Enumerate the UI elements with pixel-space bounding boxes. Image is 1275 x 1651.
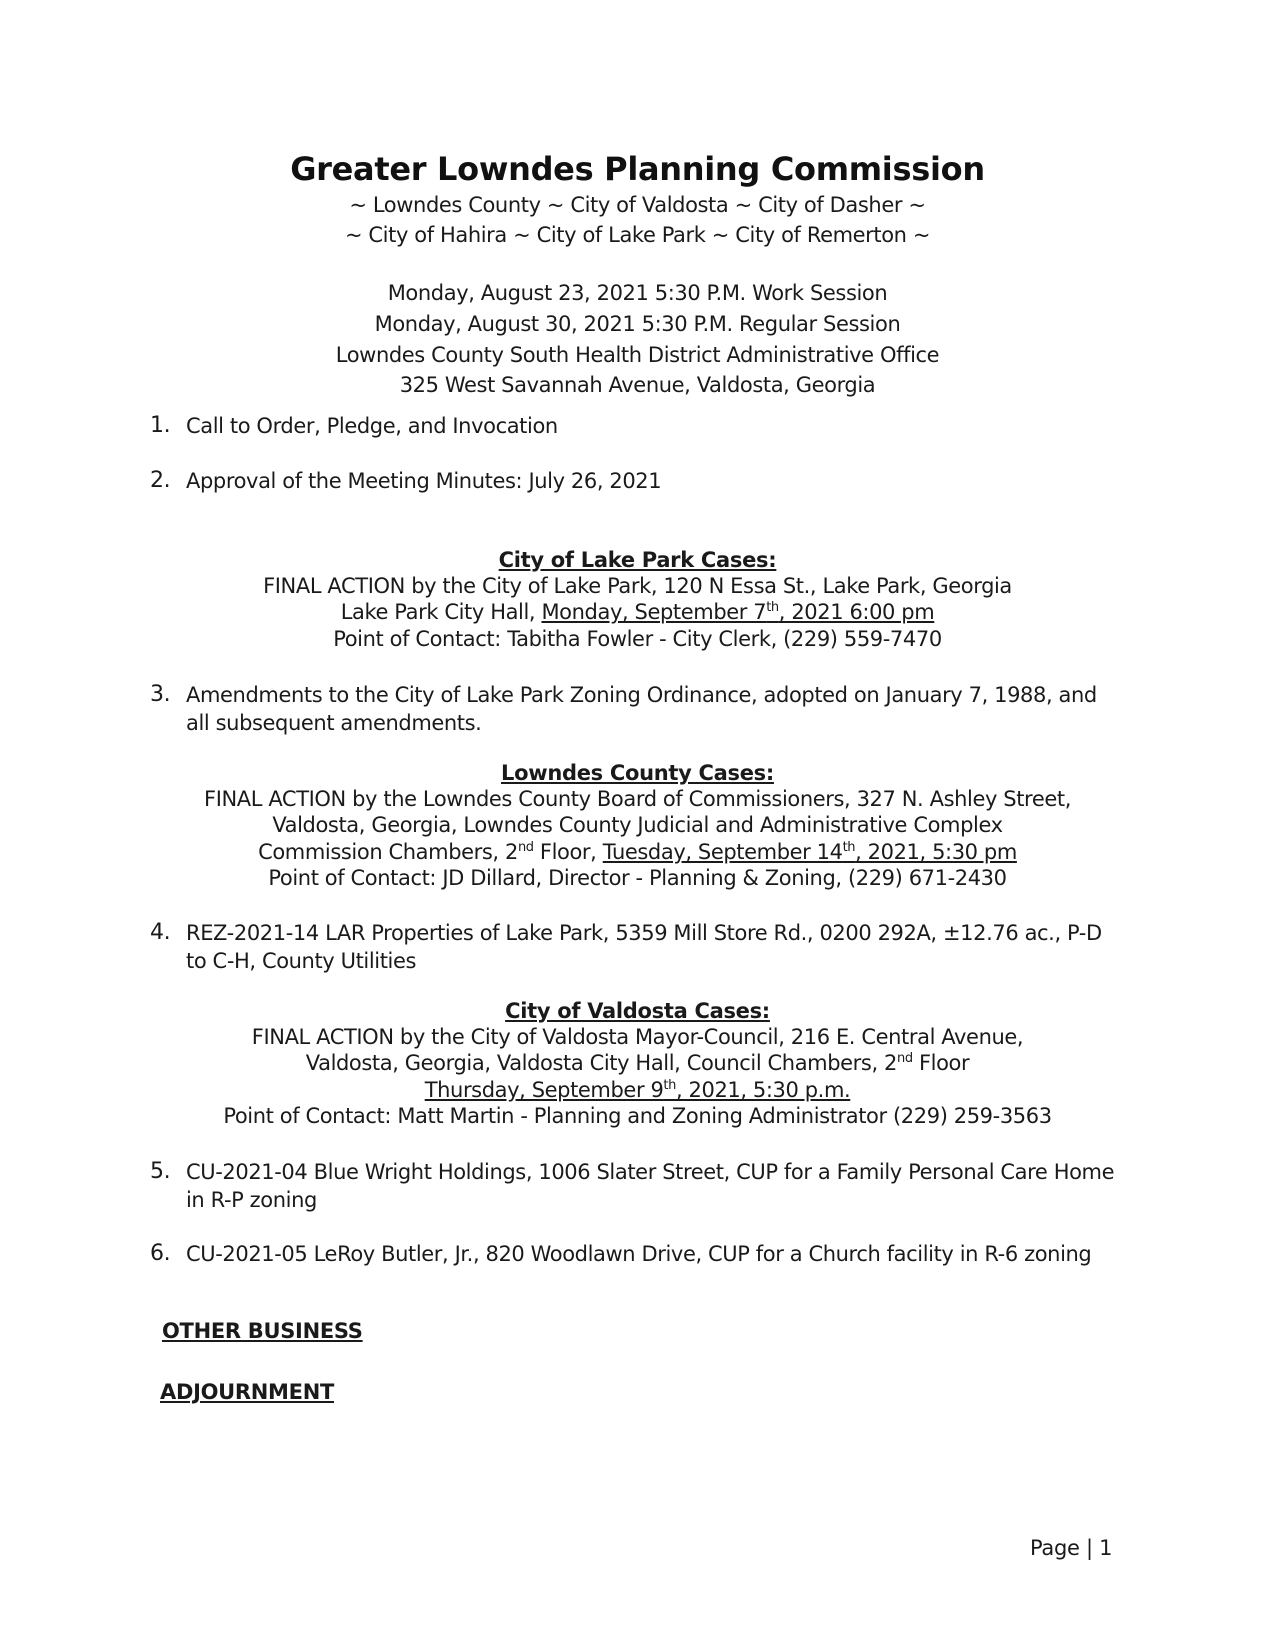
valdosta-heading: City of Valdosta Cases: xyxy=(505,999,770,1023)
item-number: 5. xyxy=(150,1159,171,1184)
lowndes-date-a: Tuesday, September 14 xyxy=(602,840,843,864)
item-text: Call to Order, Pledge, and Invocation xyxy=(186,414,558,438)
valdosta-contact: Point of Contact: Matt Martin - Planning and Zoning Administrator (229) 259-3563 xyxy=(223,1104,1052,1128)
item-text-line-1: REZ-2021-14 LAR Properties of Lake Park, 5359 Mill Store Rd., 0200 292A, ±12.76 ac., P-D xyxy=(186,921,1102,945)
lake-park-line-2-prefix: Lake Park City Hall, xyxy=(340,600,542,624)
lake-park-heading: City of Lake Park Cases: xyxy=(498,548,777,572)
item-number: 1. xyxy=(150,413,171,438)
item-text: Approval of the Meeting Minutes: July 26, 2021 xyxy=(186,469,662,493)
lowndes-floor-sup: nd xyxy=(517,840,534,855)
lake-park-line-2 xyxy=(0,600,1275,624)
item-text: CU-2021-05 LeRoy Butler, Jr., 820 Woodlawn Drive, CUP for a Church facility in R-6 zoning xyxy=(186,1242,1092,1266)
lake-park-contact: Point of Contact: Tabitha Fowler - City Clerk, (229) 559-7470 xyxy=(333,627,942,651)
subtitle-line-1: ~ Lowndes County ~ City of Valdosta ~ City of Dasher ~ xyxy=(349,193,926,217)
lowndes-heading: Lowndes County Cases: xyxy=(501,761,774,785)
page-title: Greater Lowndes Planning Commission xyxy=(290,150,985,188)
lake-park-final-date xyxy=(541,600,934,624)
lake-park-date-sup: th xyxy=(766,600,779,615)
meeting-address: 325 West Savannah Avenue, Valdosta, Georgia xyxy=(399,373,876,397)
valdosta-line-2-suffix: Floor xyxy=(912,1051,970,1075)
lake-park-line-1: FINAL ACTION by the City of Lake Park, 120 N Essa St., Lake Park, Georgia xyxy=(263,574,1012,598)
adjournment-heading: ADJOURNMENT xyxy=(160,1380,334,1404)
subtitle-line-2: ~ City of Hahira ~ City of Lake Park ~ City of Remerton ~ xyxy=(344,223,931,247)
valdosta-date-b: , 2021, 5:30 p.m. xyxy=(675,1078,851,1102)
lowndes-line-3 xyxy=(0,840,1275,864)
work-session-date: Monday, August 23, 2021 5:30 P.M. Work Session xyxy=(387,281,888,305)
lowndes-date-b: , 2021, 5:30 pm xyxy=(855,840,1017,864)
lowndes-final-date xyxy=(603,840,1017,864)
valdosta-date-a: Thursday, September 9 xyxy=(424,1078,664,1102)
lowndes-line-2: Valdosta, Georgia, Lowndes County Judicial and Administrative Complex xyxy=(272,813,1003,837)
lake-park-date-b: , 2021 6:00 pm xyxy=(778,600,935,624)
valdosta-date-sup: th xyxy=(663,1078,676,1093)
valdosta-line-1: FINAL ACTION by the City of Valdosta Mayor-Council, 216 E. Central Avenue, xyxy=(251,1025,1024,1049)
meeting-location: Lowndes County South Health District Administrative Office xyxy=(335,343,940,367)
valdosta-floor-sup: nd xyxy=(896,1051,913,1066)
item-text xyxy=(186,681,1126,737)
valdosta-line-2-prefix: Valdosta, Georgia, Valdosta City Hall, Council Chambers, 2 xyxy=(305,1051,897,1075)
other-business-heading: OTHER BUSINESS xyxy=(162,1319,363,1343)
page-number: Page | 1 xyxy=(1030,1536,1113,1560)
lowndes-contact: Point of Contact: JD Dillard, Director - Planning & Zoning, (229) 671-2430 xyxy=(268,866,1007,890)
item-number: 3. xyxy=(150,682,171,707)
item-text-line-1: Amendments to the City of Lake Park Zoning Ordinance, adopted on January 7, 1988, and xyxy=(186,683,1097,707)
item-text-line-1: CU-2021-04 Blue Wright Holdings, 1006 Slater Street, CUP for a Family Personal Care Home xyxy=(186,1160,1115,1184)
lowndes-line-3-prefix: Commission Chambers, 2 xyxy=(258,840,518,864)
item-number: 6. xyxy=(150,1241,171,1266)
lake-park-date-a: Monday, September 7 xyxy=(541,600,767,624)
item-number: 4. xyxy=(150,920,171,945)
valdosta-final-date xyxy=(425,1078,851,1102)
item-text-line-2: all subsequent amendments. xyxy=(186,711,482,735)
item-number: 2. xyxy=(150,468,171,493)
item-text-line-2: in R-P zoning xyxy=(186,1188,317,1212)
item-text-line-2: to C-H, County Utilities xyxy=(186,949,417,973)
lowndes-date-sup: th xyxy=(842,840,856,855)
regular-session-date: Monday, August 30, 2021 5:30 P.M. Regular Session xyxy=(374,312,901,336)
item-text xyxy=(186,1158,1126,1214)
lowndes-line-1: FINAL ACTION by the Lowndes County Board of Commissioners, 327 N. Ashley Street, xyxy=(204,787,1071,811)
valdosta-line-2 xyxy=(0,1051,1275,1075)
item-text xyxy=(186,919,1126,975)
lowndes-line-3-mid: Floor, xyxy=(533,840,603,864)
valdosta-line-3 xyxy=(0,1078,1275,1102)
